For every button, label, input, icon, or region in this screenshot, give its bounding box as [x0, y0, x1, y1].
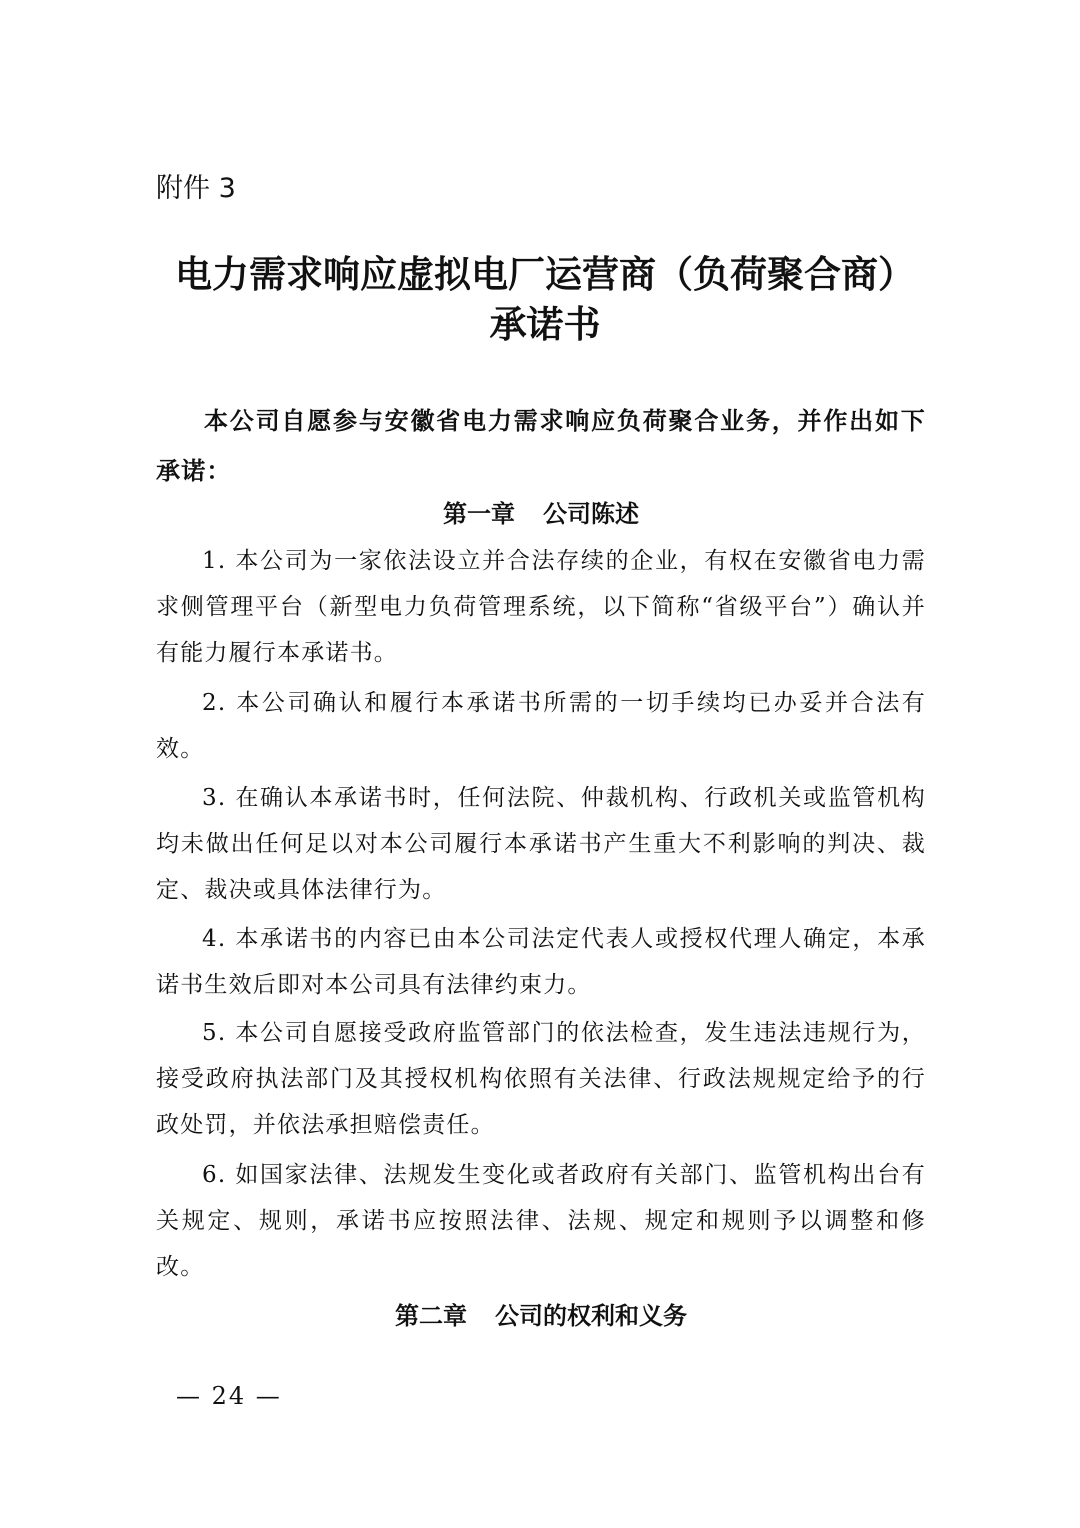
chapter-1-name: 公司陈述: [543, 500, 639, 528]
clause-3: 3. 在确认本承诺书时，任何法院、仲裁机构、行政机关或监管机构均未做出任何足以对本公司履行本承诺书产生重大不利影响的判决、裁定、裁决或具体法律行为。: [156, 785, 926, 903]
document-title-line-2: 承诺书: [489, 302, 601, 346]
intro-paragraph: 本公司自愿参与安徽省电力需求响应负荷聚合业务，并作出如下承诺：: [156, 406, 926, 485]
clause-2: 2. 本公司确认和履行本承诺书所需的一切手续均已办妥并合法有效。: [156, 690, 926, 762]
chapter-1-heading: [156, 494, 926, 534]
clause-1: 1. 本公司为一家依法设立并合法存续的企业，有权在安徽省电力需求侧管理平台（新型电力负荷管理系统，以下简称“省级平台”）确认并有能力履行本承诺书。: [156, 548, 926, 666]
attachment-label: 附件 3: [156, 173, 236, 204]
clause-6: 6. 如国家法律、法规发生变化或者政府有关部门、监管机构出台有关规定、规则，承诺书应按照法律、法规、规定和规则予以调整和修改。: [156, 1162, 926, 1280]
chapter-2-number: 第二章: [395, 1302, 467, 1330]
page-number: — 24 —: [176, 1382, 282, 1410]
chapter-2-name: 公司的权利和义务: [495, 1302, 687, 1330]
chapter-1-number: 第一章: [443, 500, 515, 528]
chapter-2-heading: [156, 1296, 926, 1336]
clause-4: 4. 本承诺书的内容已由本公司法定代表人或授权代理人确定，本承诺书生效后即对本公司具有法律约束力。: [156, 926, 926, 998]
clause-5: 5. 本公司自愿接受政府监管部门的依法检查，发生违法违规行为，接受政府执法部门及其授权机构依照有关法律、行政法规规定给予的行政处罚，并依法承担赔偿责任。: [156, 1020, 926, 1138]
document-title-line-1: 电力需求响应虚拟电厂运营商（负荷聚合商）: [175, 252, 915, 296]
